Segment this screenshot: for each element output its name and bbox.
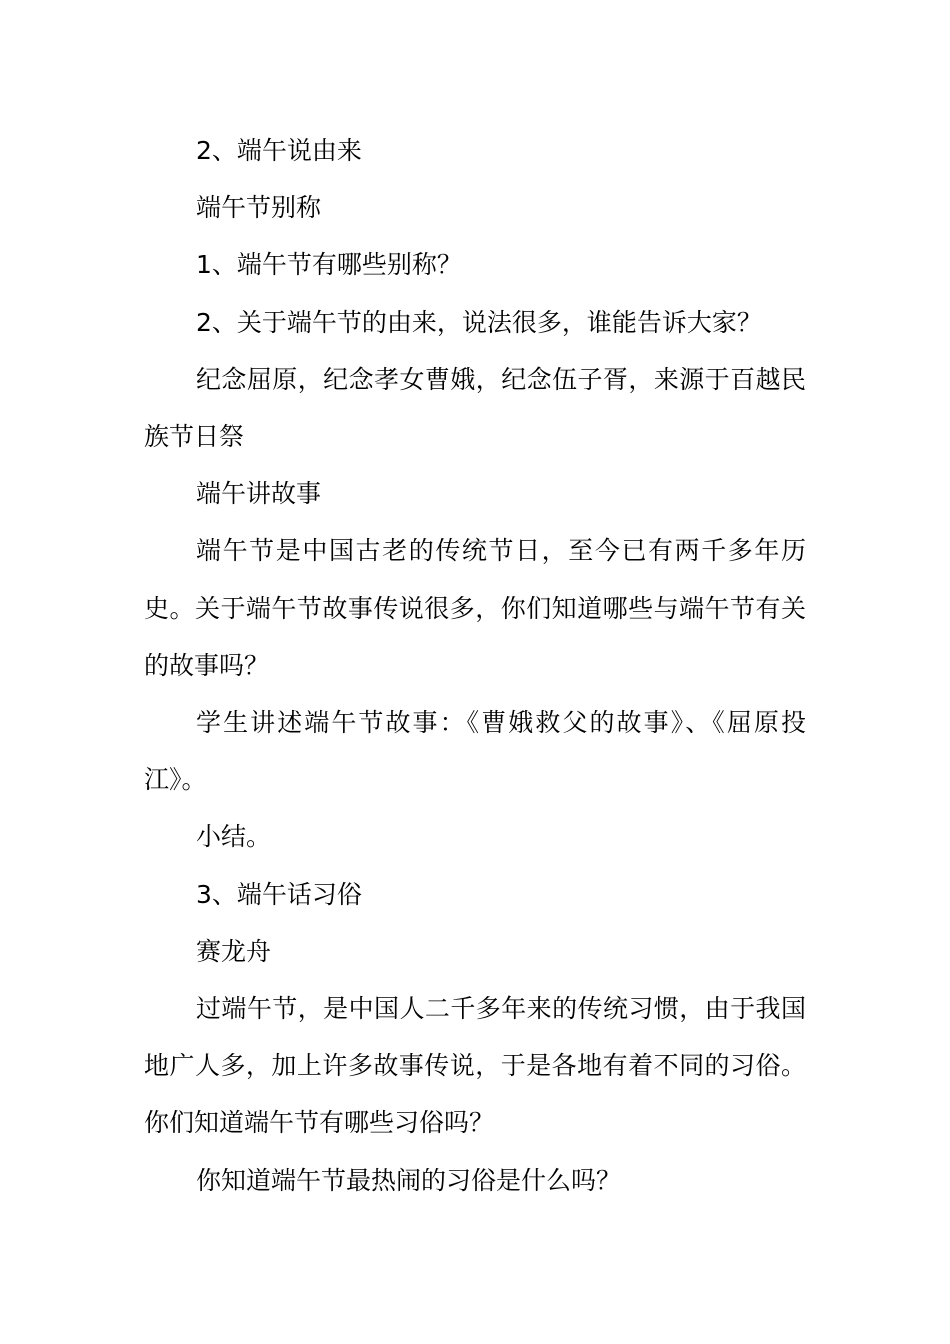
paragraph: 小结。 bbox=[196, 822, 272, 852]
paragraph: 端午节是中国古老的传统节日，至今已有两千多年历史。关于端午节故事传说很多，你们知道哪些与端午节有关的故事吗？ bbox=[144, 536, 806, 680]
paragraph: 过端午节，是中国人二千多年来的传统习惯，由于我国地广人多，加上许多故事传说，于是各地有着不同的习俗。你们知道端午节有哪些习俗吗？ bbox=[144, 994, 806, 1138]
section-heading: 3、端午话习俗 bbox=[196, 879, 362, 909]
subheading: 赛龙舟 bbox=[196, 936, 272, 966]
question: 你知道端午节最热闹的习俗是什么吗？ bbox=[196, 1165, 622, 1195]
subheading: 端午节别称 bbox=[196, 193, 322, 223]
question: 1、端午节有哪些别称？ bbox=[196, 250, 462, 280]
question: 2、关于端午节的由来，说法很多，谁能告诉大家？ bbox=[196, 307, 762, 337]
section-heading: 2、端午说由来 bbox=[196, 136, 362, 165]
subheading: 端午讲故事 bbox=[196, 479, 322, 509]
paragraph: 学生讲述端午节故事：《曹娥救父的故事》、《屈原投江》。 bbox=[144, 708, 806, 795]
paragraph: 纪念屈原，纪念孝女曹娥，纪念伍子胥，来源于百越民族节日祭 bbox=[144, 364, 806, 452]
document-body bbox=[144, 122, 806, 1209]
